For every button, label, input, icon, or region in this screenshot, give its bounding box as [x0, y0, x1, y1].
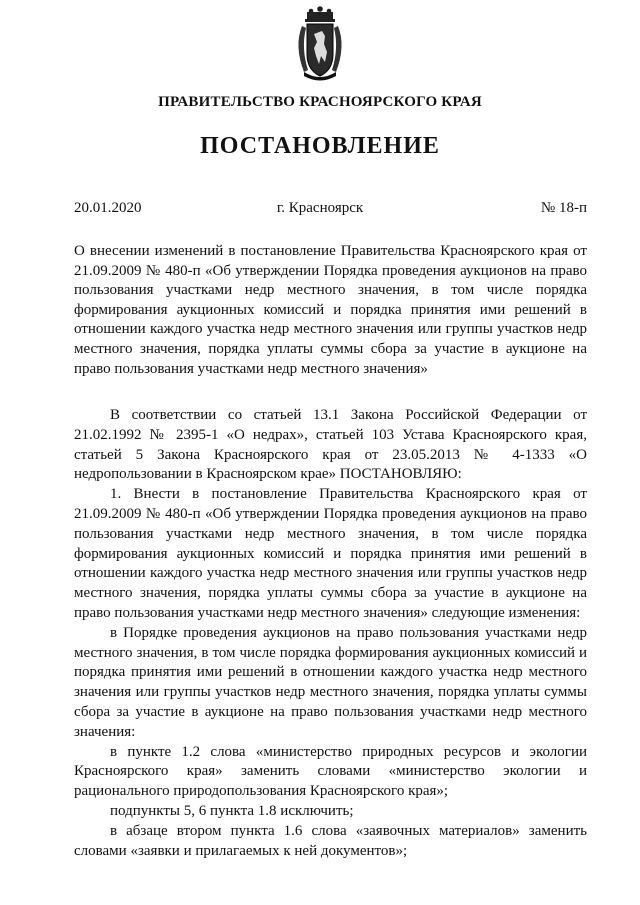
document-number: № 18-п	[540, 200, 587, 216]
body-paragraph: В соответствии со статьей 13.1 Закона Российской Федерации от 21.02.1992 № 2395-1 «О недрах», статьей 103 Устава Красноярского края, статьей 5 Закона Красноярского края от 23.05.2013 № 4-1333 «О недропользовании в Красноярском крае» ПОСТАНОВЛЯЮ:	[74, 407, 587, 483]
government-name: ПРАВИТЕЛЬСТВО КРАСНОЯРСКОГО КРАЯ	[158, 94, 482, 110]
coat-of-arms-icon	[292, 6, 348, 82]
body-paragraph: в абзаце втором пункта 1.6 слова «заявочных материалов» заменить словами «заявки и прилагаемых к ней документов»;	[74, 822, 587, 859]
document-body	[74, 406, 587, 861]
body-paragraph: подпункты 5, 6 пункта 1.8 исключить;	[110, 802, 354, 819]
document-type: ПОСТАНОВЛЕНИЕ	[200, 133, 440, 159]
document-date: 20.01.2020	[74, 200, 142, 216]
body-paragraph: в Порядке проведения аукционов на право пользования участками недр местного значения, в том числе порядка формирования аукционных комиссий и порядка принятия ими решений в отношении каждого участка недр местного значения или группы участков недр местного значения, порядка уплаты суммы сбора за участие в аукционе на право пользования участками недр местного значения:	[74, 624, 587, 740]
document-city: г. Красноярск	[276, 200, 364, 216]
document-title: О внесении изменений в постановление Правительства Красноярского края от 21.09.2009 № 480-п «Об утверждении Порядка проведения аукционов на право пользования участками недр местного значения, в том числе порядка формирования аукционных комиссий и порядка принятия ими решений в отношении каждого участка недр местного значения или группы участков недр местного значения, порядка уплаты суммы сбора за участие в аукционе на право пользования участками недр местного значения»	[74, 243, 587, 377]
body-paragraph: 1. Внести в постановление Правительства Красноярского края от 21.09.2009 № 480-п «Об утверждении Порядка проведения аукционов на право пользования участками недр местного значения, в том числе порядка формирования аукционных комиссий и порядка принятия ими решений в отношении каждого участка недр местного значения или группы участков недр местного значения, порядка уплаты суммы сбора за участие в аукционе на право пользования участками недр местного значения» следующие изменения:	[74, 486, 587, 621]
body-paragraph: в пункте 1.2 слова «министерство природных ресурсов и экологии Красноярского края» заменить словами «министерство экологии и рационального природопользования Красноярского края»;	[74, 743, 587, 800]
